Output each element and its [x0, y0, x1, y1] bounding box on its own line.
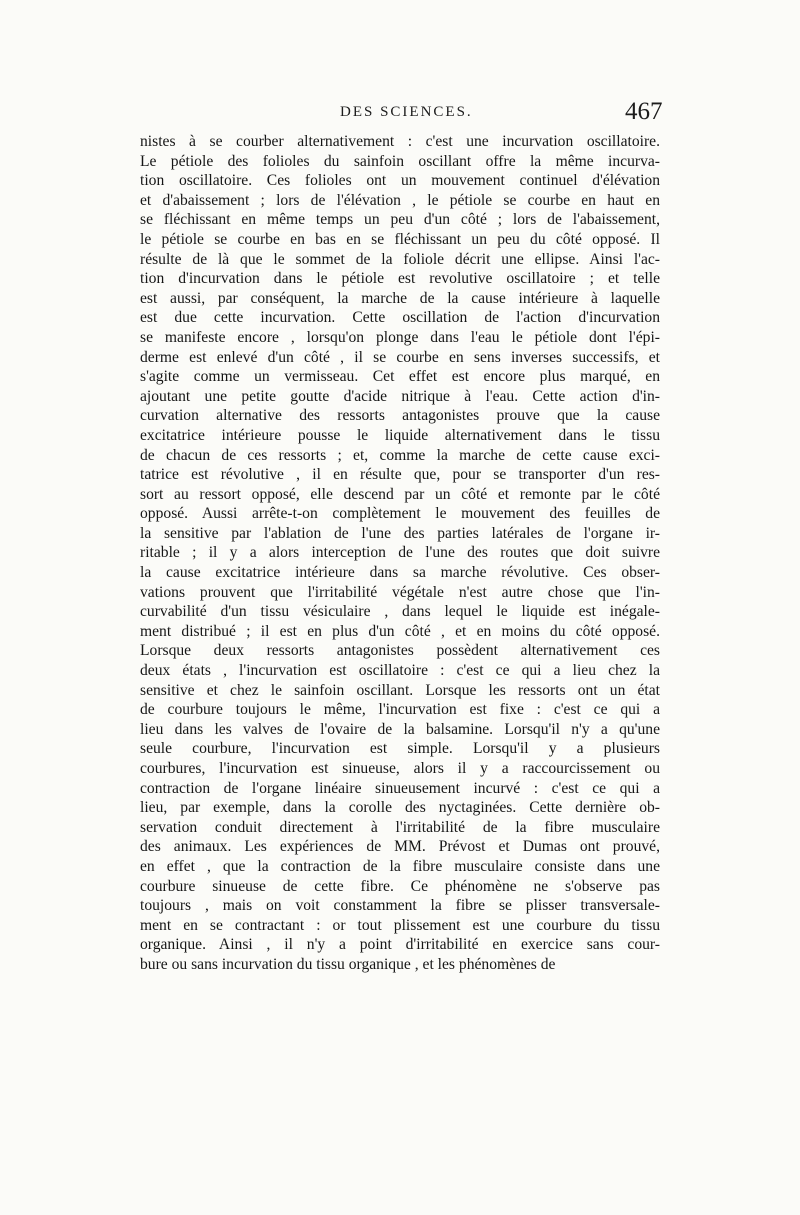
text-line: est aussi, par conséquent, la marche de la cause intérieure à laquelle [140, 289, 660, 307]
text-line: servation conduit directement à l'irritabilité de la fibre musculaire [140, 818, 660, 836]
text-line: Lorsque deux ressorts antagonistes possèdent alternativement ces [140, 642, 660, 660]
text-line: courbures, l'incurvation est sinueuse, alors il y a raccourcissement ou [140, 760, 660, 777]
body-text [140, 132, 660, 975]
text-line: lieu dans les valves de l'ovaire de la balsamine. Lorsqu'il n'y a qu'une [140, 720, 660, 738]
text-line: toujours , mais on voit constamment la fibre se plisser transversale- [140, 897, 660, 915]
text-line: s'agite comme un vermisseau. Cet effet est encore plus marqué, en [140, 368, 660, 386]
text-line: vations prouvent que l'irritabilité végétale n'est autre chose que l'in- [140, 583, 660, 601]
running-header [0, 98, 800, 128]
running-title: DES SCIENCES. [340, 104, 473, 120]
text-line: résulte de là que le sommet de la foliole décrit une ellipse. Ainsi l'ac- [140, 250, 660, 268]
text-line: et d'abaissement ; lors de l'élévation , le pétiole se courbe en haut en [140, 191, 660, 209]
text-line: des animaux. Les expériences de MM. Prévost et Dumas ont prouvé, [140, 838, 660, 856]
text-line: la cause excitatrice intérieure dans sa marche révolutive. Ces obser- [140, 564, 660, 582]
text-line: contraction de l'organe linéaire sinueusement incurvé : c'est ce qui a [140, 779, 660, 797]
text-line: deux états , l'incurvation est oscillatoire : c'est ce qui a lieu chez la [140, 662, 660, 680]
text-line: derme est enlevé d'un côté , il se courbe en sens inverses successifs, et [140, 348, 660, 366]
text-line: ritable ; il y a alors interception de l'une des routes que doit suivre [140, 544, 660, 562]
text-line: seule courbure, l'incurvation est simple. Lorsqu'il y a plusieurs [140, 740, 660, 758]
text-line: sort au ressort opposé, elle descend par un côté et remonte par le côté [140, 485, 660, 503]
text-line: la sensitive par l'ablation de l'une des parties latérales de l'organe ir- [140, 524, 660, 542]
text-line: bure ou sans incurvation du tissu organique , et les phénomènes de [140, 955, 556, 973]
text-line: est due cette incurvation. Cette oscillation de l'action d'incurvation [140, 309, 660, 327]
text-line: se fléchissant en même temps un peu d'un côté ; lors de l'abaissement, [140, 211, 660, 229]
text-line: en effet , que la contraction de la fibre musculaire consiste dans une [140, 857, 660, 875]
text-line: ment distribué ; il est en plus d'un côté , et en moins du côté opposé. [140, 622, 660, 640]
text-line: tion d'incurvation dans le pétiole est revolutive oscillatoire ; et telle [140, 270, 660, 288]
text-line: le pétiole se courbe en bas en se fléchissant un peu du côté opposé. Il [140, 230, 660, 248]
text-line: organique. Ainsi , il n'y a point d'irritabilité en exercice sans cour- [140, 936, 660, 954]
text-line: de courbure toujours le même, l'incurvation est fixe : c'est ce qui a [140, 701, 660, 719]
text-line: nistes à se courber alternativement : c'est une incurvation oscillatoire. [140, 133, 660, 150]
text-line: Le pétiole des folioles du sainfoin oscillant offre la même incurva- [140, 152, 660, 170]
text-line: ment en se contractant : or tout plissement est une courbure du tissu [140, 916, 660, 934]
text-line: lieu, par exemple, dans la corolle des nyctaginées. Cette dernière ob- [140, 799, 660, 817]
page-number: 467 [625, 98, 663, 125]
text-line: tion oscillatoire. Ces folioles ont un mouvement continuel d'élévation [140, 172, 660, 190]
text-line: curvabilité d'un tissu vésiculaire , dans lequel le liquide est inégale- [140, 603, 660, 621]
text-line: se manifeste encore , lorsqu'on plonge dans l'eau le pétiole dont l'épi- [140, 328, 660, 346]
text-line: courbure sinueuse de cette fibre. Ce phénomène ne s'observe pas [140, 877, 660, 895]
text-line: opposé. Aussi arrête-t-on complètement le mouvement des feuilles de [140, 505, 660, 523]
text-line: curvation alternative des ressorts antagonistes prouve que la cause [140, 407, 660, 425]
text-line: tatrice est révolutive , il en résulte que, pour se transporter d'un res- [140, 466, 660, 484]
text-line: sensitive et chez le sainfoin oscillant. Lorsque les ressorts ont un état [140, 681, 660, 699]
text-line: ajoutant une petite goutte d'acide nitrique à l'eau. Cette action d'in- [140, 387, 660, 405]
text-line: de chacun de ces ressorts ; et, comme la marche de cette cause exci- [140, 446, 660, 464]
text-line: excitatrice intérieure pousse le liquide alternativement dans le tissu [140, 426, 660, 444]
